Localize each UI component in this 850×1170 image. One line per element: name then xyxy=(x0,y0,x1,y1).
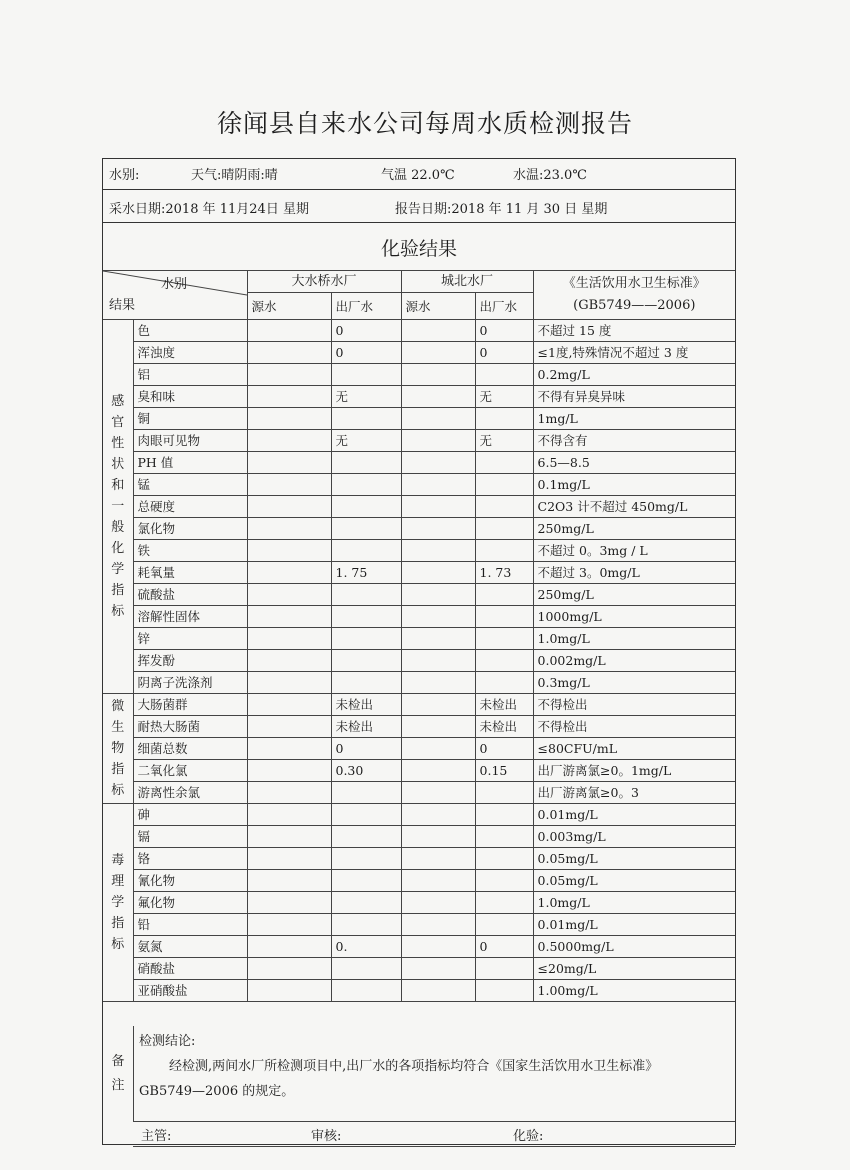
diag-top-label: 水别 xyxy=(161,277,188,292)
plant2-outlet-cell: 未检出 xyxy=(475,694,533,716)
air-temp-text: 气温 22.0℃ xyxy=(381,168,455,183)
page-title: 徐闻县自来水公司每周水质检测报告 xyxy=(216,109,633,138)
table-row xyxy=(103,628,735,650)
standard-cell: 0.3mg/L xyxy=(533,672,735,694)
plant1-outlet-cell xyxy=(331,826,401,848)
table-row xyxy=(103,980,735,1002)
table-row xyxy=(103,474,735,496)
plant1-source-cell xyxy=(247,386,331,408)
group-label-char: 标 xyxy=(111,783,125,798)
plant2-outlet-cell xyxy=(475,826,533,848)
standard-cell: 不得有异臭异味 xyxy=(533,386,735,408)
plant1-outlet-cell xyxy=(331,496,401,518)
plant1-outlet-cell xyxy=(331,870,401,892)
plant2-source-cell xyxy=(401,804,475,826)
plant2-source-cell xyxy=(401,408,475,430)
plant1-source-cell xyxy=(247,562,331,584)
plant1-source-cell xyxy=(247,672,331,694)
group-label-char: 指 xyxy=(111,762,125,777)
plant1-source-cell xyxy=(247,760,331,782)
reviewer-label: 审核: xyxy=(311,1129,342,1144)
plant1-outlet-cell xyxy=(331,364,401,386)
standard-cell: 6.5—8.5 xyxy=(533,452,735,474)
item-cell: 挥发酚 xyxy=(133,650,247,672)
table-row xyxy=(103,936,735,958)
plant1-outlet-cell: 未检出 xyxy=(331,716,401,738)
group-label-char: 标 xyxy=(111,604,125,619)
plant2-header: 城北水厂 xyxy=(401,271,533,293)
plant1-outlet-cell xyxy=(331,606,401,628)
plant2-source-cell xyxy=(401,716,475,738)
item-cell: 臭和味 xyxy=(133,386,247,408)
table-row xyxy=(103,650,735,672)
plant2-outlet-cell: 0.15 xyxy=(475,760,533,782)
table-row xyxy=(103,914,735,936)
plant2-outlet-cell xyxy=(475,848,533,870)
standard-cell: 1.0mg/L xyxy=(533,892,735,914)
plant1-outlet-cell: 1. 75 xyxy=(331,562,401,584)
header-row-conditions xyxy=(103,159,735,190)
plant2-source-cell xyxy=(401,672,475,694)
standard-cell: ≤80CFU/mL xyxy=(533,738,735,760)
item-cell: 铅 xyxy=(133,914,247,936)
table-row xyxy=(103,694,735,716)
plant2-outlet-cell xyxy=(475,914,533,936)
report-frame xyxy=(102,158,736,1145)
standard-cell: 不超过 3。0mg/L xyxy=(533,562,735,584)
plant2-outlet-cell: 0 xyxy=(475,320,533,342)
plant2-outlet-cell xyxy=(475,804,533,826)
plant2-outlet-cell: 未检出 xyxy=(475,716,533,738)
plant2-source-header: 源水 xyxy=(401,293,475,320)
table-row xyxy=(103,364,735,386)
standard-cell: 0.002mg/L xyxy=(533,650,735,672)
plant1-outlet-cell xyxy=(331,672,401,694)
plant2-source-cell xyxy=(401,430,475,452)
table-row xyxy=(103,452,735,474)
plant2-source-cell xyxy=(401,606,475,628)
plant1-source-cell xyxy=(247,716,331,738)
standard-cell: C2O3 计不超过 450mg/L xyxy=(533,496,735,518)
standard-cell: 不超过 0。3mg / L xyxy=(533,540,735,562)
plant2-source-cell xyxy=(401,914,475,936)
plant2-outlet-cell xyxy=(475,606,533,628)
plant2-source-cell xyxy=(401,342,475,364)
group-label-char: 和 xyxy=(111,478,125,493)
plant2-outlet-cell xyxy=(475,452,533,474)
table-row xyxy=(103,584,735,606)
table-row xyxy=(103,782,735,804)
standard-cell: 0.01mg/L xyxy=(533,914,735,936)
plant1-source-cell xyxy=(247,628,331,650)
group-label-char: 官 xyxy=(111,415,125,430)
standard-cell: 出厂游离氯≥0。3 xyxy=(533,782,735,804)
sampling-date-text: 采水日期:2018 年 11月24日 星期 xyxy=(109,202,309,217)
plant1-source-cell xyxy=(247,980,331,1002)
header-row-dates xyxy=(103,189,735,223)
plant1-source-cell xyxy=(247,584,331,606)
plant2-outlet-cell xyxy=(475,672,533,694)
plant1-outlet-cell xyxy=(331,584,401,606)
plant2-outlet-cell: 无 xyxy=(475,430,533,452)
standard-header-line1: 《生活饮用水卫生标准》 xyxy=(562,276,706,291)
item-cell: 硝酸盐 xyxy=(133,958,247,980)
plant1-source-cell xyxy=(247,364,331,386)
table-row xyxy=(103,870,735,892)
plant1-source-cell xyxy=(247,342,331,364)
standard-cell: 不超过 15 度 xyxy=(533,320,735,342)
table-row xyxy=(103,826,735,848)
plant1-source-cell xyxy=(247,496,331,518)
table-row xyxy=(103,672,735,694)
tester-label: 化验: xyxy=(513,1129,544,1144)
standard-cell: 250mg/L xyxy=(533,518,735,540)
item-cell: 大肠菌群 xyxy=(133,694,247,716)
standard-cell: 0.2mg/L xyxy=(533,364,735,386)
plant1-outlet-cell: 无 xyxy=(331,430,401,452)
table-row xyxy=(103,760,735,782)
standard-cell: 出厂游离氯≥0。1mg/L xyxy=(533,760,735,782)
group-label-char: 指 xyxy=(111,583,125,598)
plant2-outlet-cell: 无 xyxy=(475,386,533,408)
standard-header-line2: (GB5749——2006) xyxy=(573,298,696,313)
plant2-source-cell xyxy=(401,584,475,606)
plant1-source-cell xyxy=(247,958,331,980)
plant1-source-cell xyxy=(247,606,331,628)
diagonal-header-cell xyxy=(103,271,247,320)
group-label-char: 理 xyxy=(111,874,125,889)
standard-cell: 不得含有 xyxy=(533,430,735,452)
standard-cell: 1mg/L xyxy=(533,408,735,430)
plant2-outlet-cell xyxy=(475,980,533,1002)
plant1-source-cell xyxy=(247,694,331,716)
table-row xyxy=(103,562,735,584)
group-label-char: 状 xyxy=(111,457,125,472)
conclusion-line-1: 经检测,两间水厂所检测项目中,出厂水的各项指标均符合《国家生活饮用水卫生标准》 xyxy=(169,1059,659,1074)
table-row xyxy=(103,540,735,562)
plant2-source-cell xyxy=(401,826,475,848)
group-label-char: 生 xyxy=(111,720,125,735)
plant2-source-cell xyxy=(401,518,475,540)
standard-cell: 1.0mg/L xyxy=(533,628,735,650)
table-row xyxy=(103,848,735,870)
table-row xyxy=(103,408,735,430)
results-table xyxy=(103,270,735,1002)
standard-cell: 0.05mg/L xyxy=(533,870,735,892)
table-header-row-1 xyxy=(103,271,735,293)
plant1-source-cell xyxy=(247,452,331,474)
plant1-outlet-cell xyxy=(331,958,401,980)
table-row xyxy=(103,716,735,738)
plant1-source-cell xyxy=(247,650,331,672)
item-cell: 总硬度 xyxy=(133,496,247,518)
group-label-char: 学 xyxy=(111,562,125,577)
table-row xyxy=(103,430,735,452)
plant1-source-cell xyxy=(247,936,331,958)
plant1-outlet-cell xyxy=(331,848,401,870)
standard-cell: 1000mg/L xyxy=(533,606,735,628)
plant2-source-cell xyxy=(401,540,475,562)
plant1-outlet-cell xyxy=(331,518,401,540)
plant2-outlet-cell: 0 xyxy=(475,738,533,760)
standard-cell: 250mg/L xyxy=(533,584,735,606)
plant2-outlet-cell xyxy=(475,958,533,980)
plant1-outlet-cell xyxy=(331,914,401,936)
plant2-source-cell xyxy=(401,892,475,914)
notes-label-column xyxy=(103,1026,134,1122)
standard-cell: 0.01mg/L xyxy=(533,804,735,826)
plant2-source-cell xyxy=(401,386,475,408)
plant1-source-cell xyxy=(247,408,331,430)
standard-cell: 不得检出 xyxy=(533,694,735,716)
plant1-source-cell xyxy=(247,826,331,848)
item-cell: 溶解性固体 xyxy=(133,606,247,628)
group-label-char: 物 xyxy=(111,741,125,756)
item-cell: 锌 xyxy=(133,628,247,650)
plant2-outlet-cell: 1. 73 xyxy=(475,562,533,584)
group-label-char: 般 xyxy=(111,520,125,535)
standard-header xyxy=(533,271,735,320)
item-cell: 氟化物 xyxy=(133,892,247,914)
conclusion-line-2: GB5749—2006 的规定。 xyxy=(139,1084,295,1099)
standard-cell: 0.5000mg/L xyxy=(533,936,735,958)
plant2-source-cell xyxy=(401,980,475,1002)
plant1-outlet-cell xyxy=(331,408,401,430)
plant2-source-cell xyxy=(401,496,475,518)
plant1-outlet-cell xyxy=(331,452,401,474)
notes-label-char-2: 注 xyxy=(111,1078,125,1093)
item-cell: 浑浊度 xyxy=(133,342,247,364)
plant2-source-cell xyxy=(401,870,475,892)
plant2-source-cell xyxy=(401,958,475,980)
plant2-source-cell xyxy=(401,628,475,650)
plant1-source-cell xyxy=(247,870,331,892)
standard-cell: 0.05mg/L xyxy=(533,848,735,870)
table-row xyxy=(103,804,735,826)
plant1-source-cell xyxy=(247,914,331,936)
plant2-outlet-cell xyxy=(475,650,533,672)
item-cell: 耗氧量 xyxy=(133,562,247,584)
plant1-outlet-cell: 0 xyxy=(331,738,401,760)
diag-bottom-label: 结果 xyxy=(109,298,136,313)
plant1-source-cell xyxy=(247,848,331,870)
item-cell: 砷 xyxy=(133,804,247,826)
table-row xyxy=(103,892,735,914)
group-label-char: 微 xyxy=(111,699,125,714)
item-cell: 细菌总数 xyxy=(133,738,247,760)
standard-cell: ≤1度,特殊情况不超过 3 度 xyxy=(533,342,735,364)
table-row xyxy=(103,320,735,342)
supervisor-label: 主管: xyxy=(141,1129,172,1144)
item-cell: 游离性余氯 xyxy=(133,782,247,804)
plant2-source-cell xyxy=(401,562,475,584)
plant1-source-cell xyxy=(247,892,331,914)
plant2-outlet-cell xyxy=(475,496,533,518)
item-cell: 氰化物 xyxy=(133,870,247,892)
plant2-outlet-cell xyxy=(475,628,533,650)
plant1-outlet-cell: 0 xyxy=(331,320,401,342)
plant2-outlet-cell xyxy=(475,408,533,430)
plant2-source-cell xyxy=(401,694,475,716)
plant2-source-cell xyxy=(401,936,475,958)
table-row xyxy=(103,386,735,408)
plant2-outlet-header: 出厂水 xyxy=(475,293,533,320)
plant1-outlet-cell xyxy=(331,474,401,496)
group-label-char: 性 xyxy=(111,436,125,451)
group-label-cell xyxy=(103,320,133,694)
item-cell: 阴离子洗涤剂 xyxy=(133,672,247,694)
water-temp-text: 水温:23.0℃ xyxy=(513,168,587,183)
conclusion-label: 检测结论: xyxy=(139,1034,196,1049)
item-cell: 硫酸盐 xyxy=(133,584,247,606)
plant2-source-cell xyxy=(401,320,475,342)
plant1-outlet-cell xyxy=(331,540,401,562)
group-label-char: 指 xyxy=(111,916,125,931)
plant1-outlet-cell xyxy=(331,892,401,914)
standard-cell: 0.1mg/L xyxy=(533,474,735,496)
plant1-outlet-cell xyxy=(331,782,401,804)
plant1-source-cell xyxy=(247,782,331,804)
plant2-outlet-cell xyxy=(475,782,533,804)
plant2-outlet-cell xyxy=(475,584,533,606)
item-cell: 肉眼可见物 xyxy=(133,430,247,452)
plant2-source-cell xyxy=(401,848,475,870)
standard-cell: 不得检出 xyxy=(533,716,735,738)
plant2-source-cell xyxy=(401,760,475,782)
plant2-outlet-cell: 0 xyxy=(475,936,533,958)
plant1-source-cell xyxy=(247,474,331,496)
plant2-outlet-cell xyxy=(475,540,533,562)
plant2-outlet-cell: 0 xyxy=(475,342,533,364)
item-cell: 氯化物 xyxy=(133,518,247,540)
plant2-source-cell xyxy=(401,452,475,474)
group-label-char: 学 xyxy=(111,895,125,910)
item-cell: PH 值 xyxy=(133,452,247,474)
group-label-char: 标 xyxy=(111,937,125,952)
group-label-cell xyxy=(103,694,133,804)
group-label-char: 毒 xyxy=(111,853,125,868)
plant1-source-header: 源水 xyxy=(247,293,331,320)
plant1-outlet-cell xyxy=(331,650,401,672)
plant2-source-cell xyxy=(401,474,475,496)
item-cell: 色 xyxy=(133,320,247,342)
plant1-outlet-cell: 未检出 xyxy=(331,694,401,716)
plant2-outlet-cell xyxy=(475,892,533,914)
plant2-outlet-cell xyxy=(475,364,533,386)
group-label-char: 化 xyxy=(111,541,125,556)
water-type-label: 水别: xyxy=(109,168,140,183)
section-title-text: 化验结果 xyxy=(380,238,457,260)
table-row xyxy=(103,606,735,628)
plant2-source-cell xyxy=(401,738,475,760)
item-cell: 耐热大肠菌 xyxy=(133,716,247,738)
plant1-source-cell xyxy=(247,320,331,342)
plant1-outlet-cell: 0.30 xyxy=(331,760,401,782)
plant1-outlet-cell: 0 xyxy=(331,342,401,364)
plant2-outlet-cell xyxy=(475,474,533,496)
notes-label-char-1: 备 xyxy=(111,1054,125,1069)
weather-text: 天气:晴阴雨:晴 xyxy=(191,168,278,183)
table-row xyxy=(103,496,735,518)
group-label-char: 一 xyxy=(111,499,125,514)
plant1-outlet-cell: 无 xyxy=(331,386,401,408)
plant1-outlet-cell: 0. xyxy=(331,936,401,958)
table-row xyxy=(103,738,735,760)
plant1-source-cell xyxy=(247,738,331,760)
standard-cell: ≤20mg/L xyxy=(533,958,735,980)
report-date-text: 报告日期:2018 年 11 月 30 日 星期 xyxy=(395,202,608,217)
plant1-outlet-cell xyxy=(331,804,401,826)
item-cell: 铝 xyxy=(133,364,247,386)
plant1-header: 大水桥水厂 xyxy=(247,271,401,293)
plant2-source-cell xyxy=(401,650,475,672)
standard-cell: 0.003mg/L xyxy=(533,826,735,848)
item-cell: 亚硝酸盐 xyxy=(133,980,247,1002)
table-row xyxy=(103,518,735,540)
item-cell: 铁 xyxy=(133,540,247,562)
plant1-outlet-cell xyxy=(331,628,401,650)
plant1-source-cell xyxy=(247,540,331,562)
item-cell: 二氧化氯 xyxy=(133,760,247,782)
plant2-outlet-cell xyxy=(475,870,533,892)
plant1-source-cell xyxy=(247,804,331,826)
plant1-source-cell xyxy=(247,430,331,452)
plant2-source-cell xyxy=(401,364,475,386)
table-row xyxy=(103,958,735,980)
item-cell: 锰 xyxy=(133,474,247,496)
item-cell: 氨氮 xyxy=(133,936,247,958)
plant2-outlet-cell xyxy=(475,518,533,540)
plant2-source-cell xyxy=(401,782,475,804)
group-label-cell xyxy=(103,804,133,1002)
table-row xyxy=(103,342,735,364)
plant1-outlet-cell xyxy=(331,980,401,1002)
group-label-char: 感 xyxy=(111,394,125,409)
standard-cell: 1.00mg/L xyxy=(533,980,735,1002)
item-cell: 镉 xyxy=(133,826,247,848)
item-cell: 铜 xyxy=(133,408,247,430)
item-cell: 铬 xyxy=(133,848,247,870)
plant1-source-cell xyxy=(247,518,331,540)
section-title xyxy=(103,222,735,271)
signature-row xyxy=(133,1121,735,1147)
plant1-outlet-header: 出厂水 xyxy=(331,293,401,320)
